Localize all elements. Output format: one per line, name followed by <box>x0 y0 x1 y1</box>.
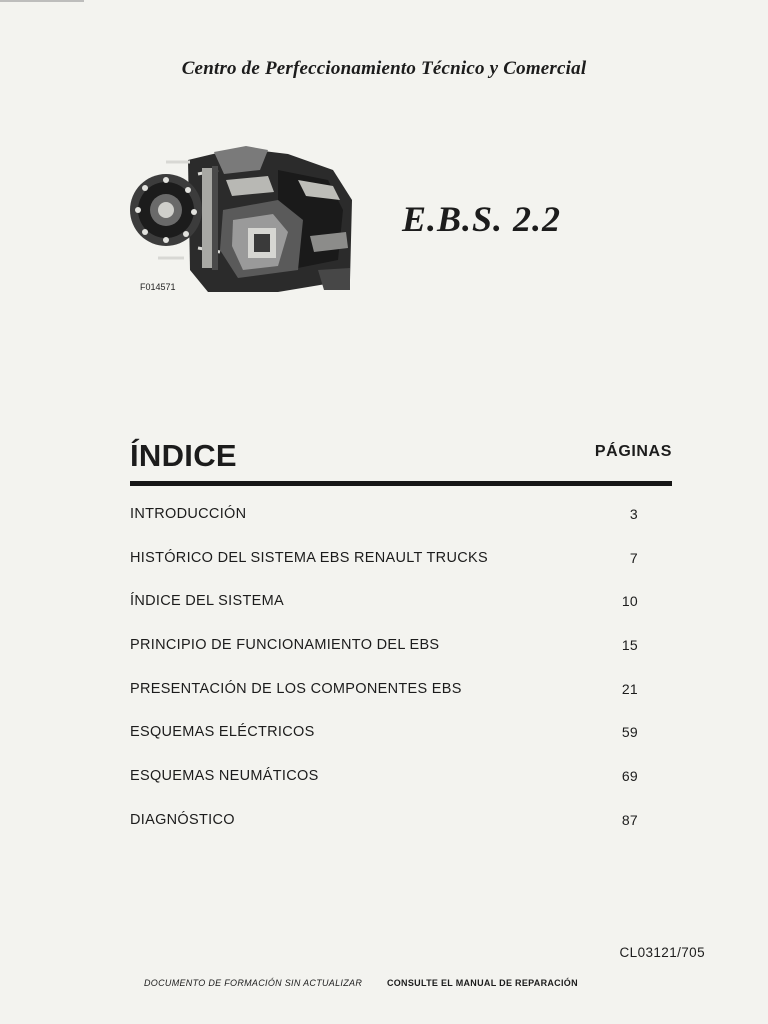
table-of-contents <box>130 506 638 856</box>
toc-item-page: 7 <box>629 549 638 566</box>
pages-column-heading: PÁGINAS <box>594 443 672 460</box>
index-divider <box>130 481 672 486</box>
axle-illustration <box>128 140 354 300</box>
toc-item-indice-sistema <box>130 593 638 637</box>
photo-reference-code: F014571 <box>140 282 176 292</box>
toc-item-esquemas-neumaticos <box>130 768 638 812</box>
toc-item-esquemas-electricos <box>130 724 638 768</box>
toc-item-page: 21 <box>621 680 638 697</box>
toc-item-presentacion <box>130 681 638 725</box>
scan-edge-mark <box>0 0 84 2</box>
footer <box>144 978 578 988</box>
toc-item-title: HISTÓRICO DEL SISTEMA EBS RENAULT TRUCKS <box>130 549 488 566</box>
toc-item-title: ESQUEMAS ELÉCTRICOS <box>130 724 315 741</box>
toc-item-title: ÍNDICE DEL SISTEMA <box>130 593 284 610</box>
toc-item-page: 87 <box>621 811 638 828</box>
toc-item-title: ESQUEMAS NEUMÁTICOS <box>130 768 319 785</box>
toc-item-page: 10 <box>621 593 638 610</box>
toc-item-page: 15 <box>621 637 638 654</box>
footer-manual-note: CONSULTE EL MANUAL DE REPARACIÓN <box>386 978 578 988</box>
toc-item-page: 69 <box>621 768 638 785</box>
institution-title: Centro de Perfeccionamiento Técnico y Comercial <box>181 58 587 79</box>
toc-item-introduccion <box>130 506 638 550</box>
toc-item-page: 59 <box>621 724 638 741</box>
footer-training-note: DOCUMENTO DE FORMACIÓN SIN ACTUALIZAR <box>144 978 363 988</box>
toc-item-principio <box>130 637 638 681</box>
toc-item-title: PRESENTACIÓN DE LOS COMPONENTES EBS <box>130 680 462 697</box>
toc-item-diagnostico <box>130 812 638 856</box>
toc-item-title: DIAGNÓSTICO <box>130 811 235 828</box>
index-heading: ÍNDICE <box>130 438 237 473</box>
toc-item-page: 3 <box>629 506 638 522</box>
toc-item-title: INTRODUCCIÓN <box>130 506 247 522</box>
document-code: CL03121/705 <box>619 945 705 960</box>
product-title: E.B.S. 2.2 <box>402 199 562 239</box>
truck-axle-brake-photo <box>128 140 354 300</box>
toc-item-title: PRINCIPIO DE FUNCIONAMIENTO DEL EBS <box>130 637 440 654</box>
toc-item-historico <box>130 550 638 594</box>
